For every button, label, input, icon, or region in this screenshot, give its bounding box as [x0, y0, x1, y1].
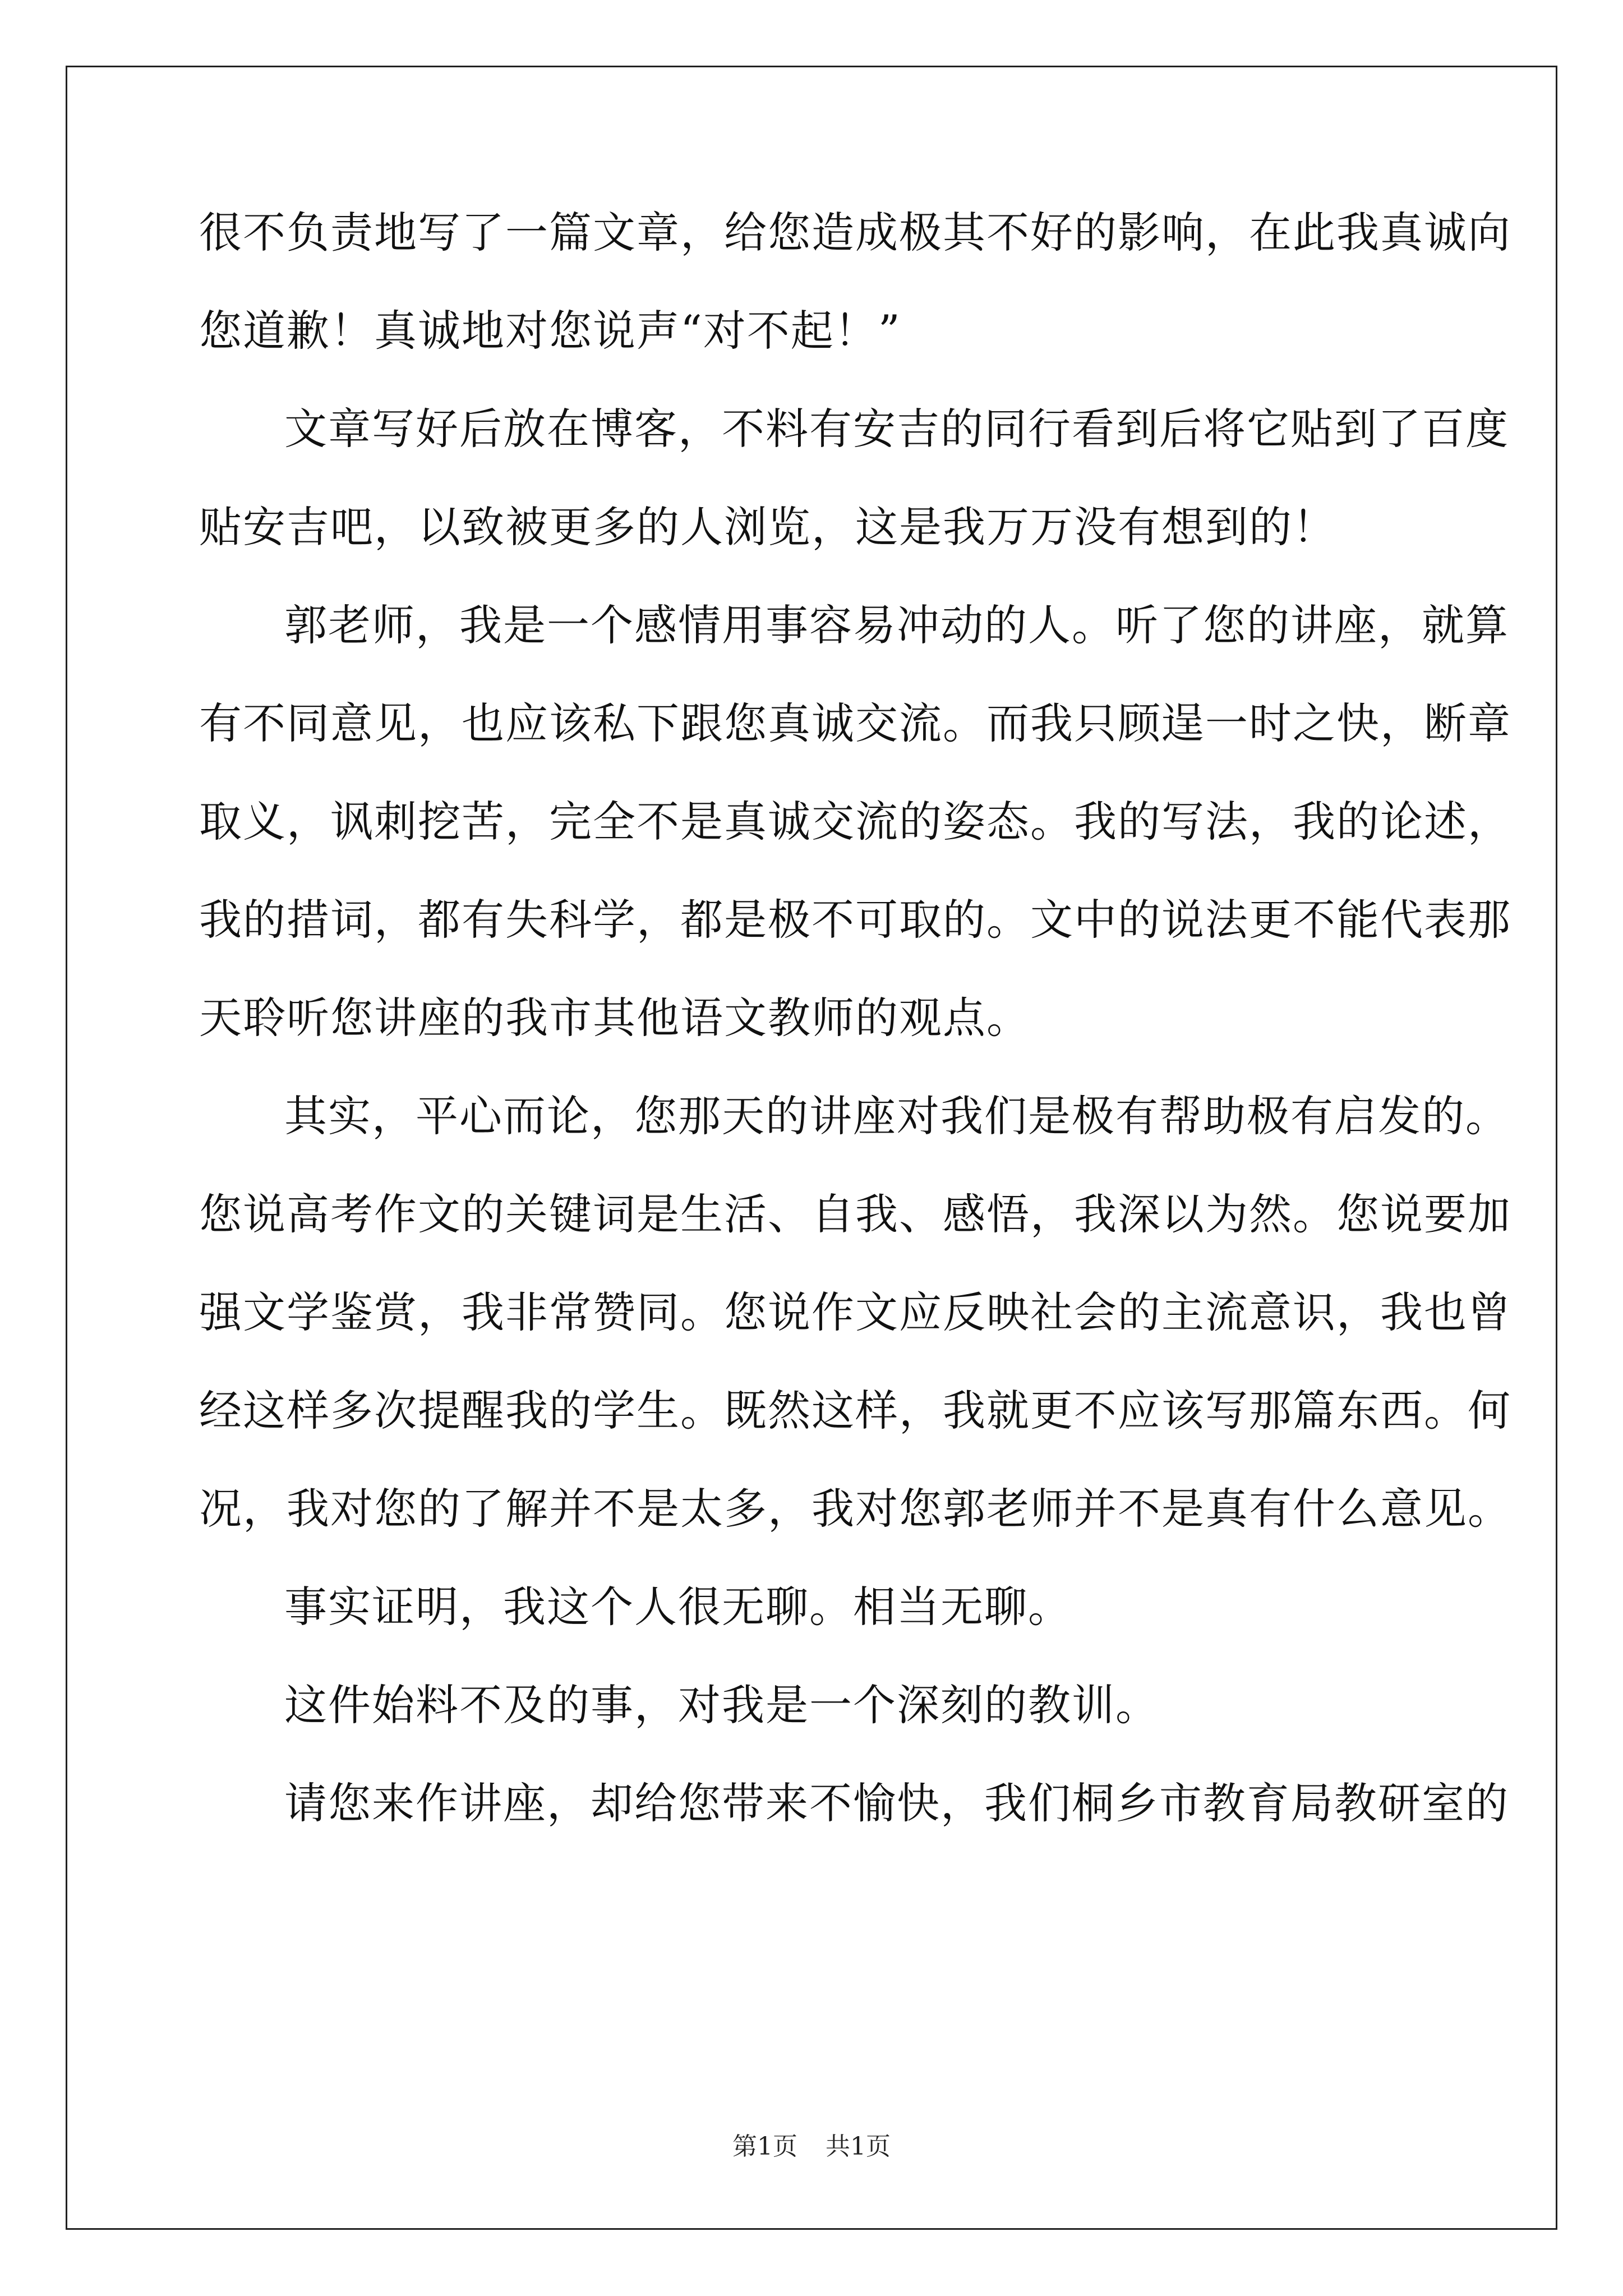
text-line: 贴安吉吧，以致被更多的人浏览，这是我万万没有想到的！: [199, 502, 1336, 552]
text-line: 有不同意见，也应该私下跟您真诚交流。而我只顾逞一时之快，断章: [199, 698, 1511, 748]
text-line: 强文学鉴赏，我非常赞同。您说作文应反映社会的主流意识，我也曾: [199, 1287, 1511, 1337]
text-line: 我的措词，都有失科学，都是极不可取的。文中的说法更不能代表那: [199, 895, 1511, 945]
text-line: 况，我对您的了解并不是太多，我对您郭老师并不是真有什么意见。: [199, 1484, 1511, 1534]
text-line: 经这样多次提醒我的学生。既然这样，我就更不应该写那篇东西。何: [199, 1386, 1511, 1435]
text-line: 文章写好后放在博客，不料有安吉的同行看到后将它贴到了百度: [284, 404, 1509, 454]
page-total: 共1页: [826, 2132, 891, 2161]
text-line: 其实，平心而论，您那天的讲座对我们是极有帮助极有启发的。: [284, 1091, 1509, 1141]
text-line: 您说高考作文的关键词是生活、自我、感悟，我深以为然。您说要加: [199, 1189, 1511, 1239]
page-number: 第1页: [732, 2132, 797, 2161]
text-line: 您道歉！真诚地对您说声“对不起！”: [199, 306, 901, 356]
text-line: 郭老师，我是一个感情用事容易冲动的人。听了您的讲座，就算: [284, 600, 1509, 650]
text-line: 请您来作讲座，却给您带来不愉快，我们桐乡市教育局教研室的: [284, 1778, 1509, 1828]
text-line: 很不负责地写了一篇文章，给您造成极其不好的影响，在此我真诚向: [199, 208, 1511, 257]
text-line: 天聆听您讲座的我市其他语文教师的观点。: [199, 993, 1030, 1043]
page-footer: [0, 2126, 1623, 2162]
text-line: 这件始料不及的事，对我是一个深刻的教训。: [284, 1680, 1159, 1730]
text-line: 取义，讽刺挖苦，完全不是真诚交流的姿态。我的写法，我的论述，: [199, 797, 1511, 846]
text-line: 事实证明，我这个人很无聊。相当无聊。: [284, 1582, 1072, 1632]
